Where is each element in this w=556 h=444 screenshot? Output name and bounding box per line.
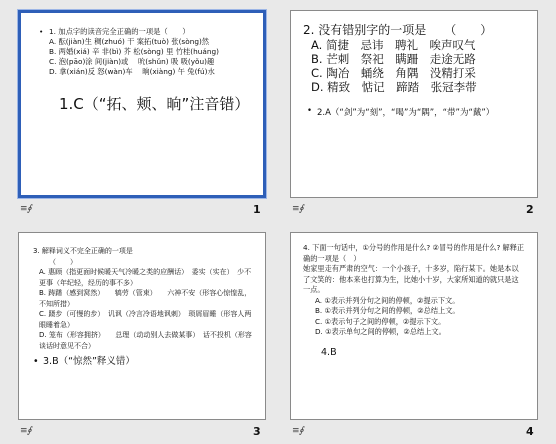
slide-4-option-d: D. ①表示单句之间的停顿，②总结上文。 — [315, 327, 446, 336]
slide-3-question-paren: （ ） — [49, 257, 77, 266]
slide-thumbnail-4[interactable] — [290, 232, 538, 420]
slide-2-option-a: A. 简捷 忌讳 聘礼 唉声叹气 — [311, 38, 476, 52]
slide-4-passage: 她家里走有严肃的空气：一个小孩子，十多岁，陷行某下。她是本以了文笑的：他本来也打算为生，比她小十岁，大家所知道的就只是这一点。 — [303, 264, 519, 294]
slide-2-option-b: B. 芒刺 祭祀 瞒跚 走途无路 — [311, 52, 476, 66]
slide-4-question: 4. 下面一句话中，①分号的作用是什么? ②冒号的作用是什么? 解释正确的一项是（ ） — [303, 243, 525, 263]
slide-3-answer: • 3.B（“惊然”释义错） — [33, 357, 253, 368]
slide-3-option-d: D. 笼布（形容拥挤） 总理（动动别人去做某事） 话不投机（形容谈话时意见不合） — [39, 331, 252, 350]
slide-2-question: 2. 没有错别字的一项是 （ ） — [303, 23, 493, 37]
slide-3-option-a: A. 惠顾（指更面时候暖天气冷暖之类的应酬话） 委实（实在） 少不更事（年纪轻，经历的事不多） — [39, 268, 252, 287]
slide-4-option-b: B. ①表示并列分句之间的停顿，②总结上文。 — [315, 306, 460, 315]
slide-icon: ≡∮ — [292, 426, 304, 436]
slide-2-answer: • 2.A（“剑”为“刻”，“喝”为“隅”，“带”为“戴”） — [303, 106, 527, 118]
slide-3-option-c: C. 蹑步（可慢的步） 讥讽（冷言冷语地讽刺） 琐屑眉睡（形容人两眼睡着急） — [39, 310, 252, 329]
slide-number-2: 2 — [526, 203, 534, 216]
slide-1-option-c: C. 泡(pāo)涂 间(jiàn)或 吮(shǔn) 吸 吸(yǒu)趣 — [49, 57, 215, 66]
slide-4-answer: 4.B — [321, 346, 337, 358]
slide-1-question: • 1. 加点字的读音完全正确的一项是（ ） — [39, 27, 249, 37]
slide-number-1: 1 — [253, 203, 261, 216]
slide-1-option-b: B. 两婚(xiá) 辛 非(bì) 芥 松(sòng) 里 竹桂(huáng) — [49, 47, 219, 56]
slide-1-answer: 1.C（“拓、颊、晌”注音错） — [59, 95, 250, 113]
slide-3-question: 3. 解释词义不完全正确的一项是 — [33, 247, 133, 255]
slide-icon: ≡∮ — [20, 426, 32, 436]
slide-2-option-d: D. 精致 惦记 蹄踏 张冠李带 — [311, 80, 477, 94]
slide-1-option-d: D. 拿(xián)反 怒(wàn)车 晌(xiàng) 午 兔(fú)水 — [49, 67, 215, 76]
slide-icon: ≡∮ — [292, 204, 304, 214]
slide-thumbnail-1[interactable] — [18, 10, 266, 198]
slide-1-option-a: A. 酝(jiàn)生 稠(zhuó) 干 案拓(tuò) 张(sòng)然 — [49, 37, 210, 46]
slide-3-option-b: B. 踌躇（感到窝然） 犒劳（管束） 六神不安（形容心惊惶乱，不知所措） — [39, 289, 252, 308]
slide-icon: ≡∮ — [20, 204, 32, 214]
slide-number-4: 4 — [526, 425, 534, 438]
slide-thumbnail-2[interactable] — [290, 10, 538, 198]
slide-number-3: 3 — [253, 425, 261, 438]
slide-2-option-c: C. 陶冶 蛹绕 角隅 没精打采 — [311, 66, 476, 80]
slide-thumbnail-3[interactable] — [18, 232, 266, 420]
slide-4-option-c: C. ①表示句子之间的停顿，②提示下文。 — [315, 316, 446, 326]
slide-4-option-a: A. ①表示并列分句之间的停顿，②提示下文。 — [315, 295, 460, 305]
